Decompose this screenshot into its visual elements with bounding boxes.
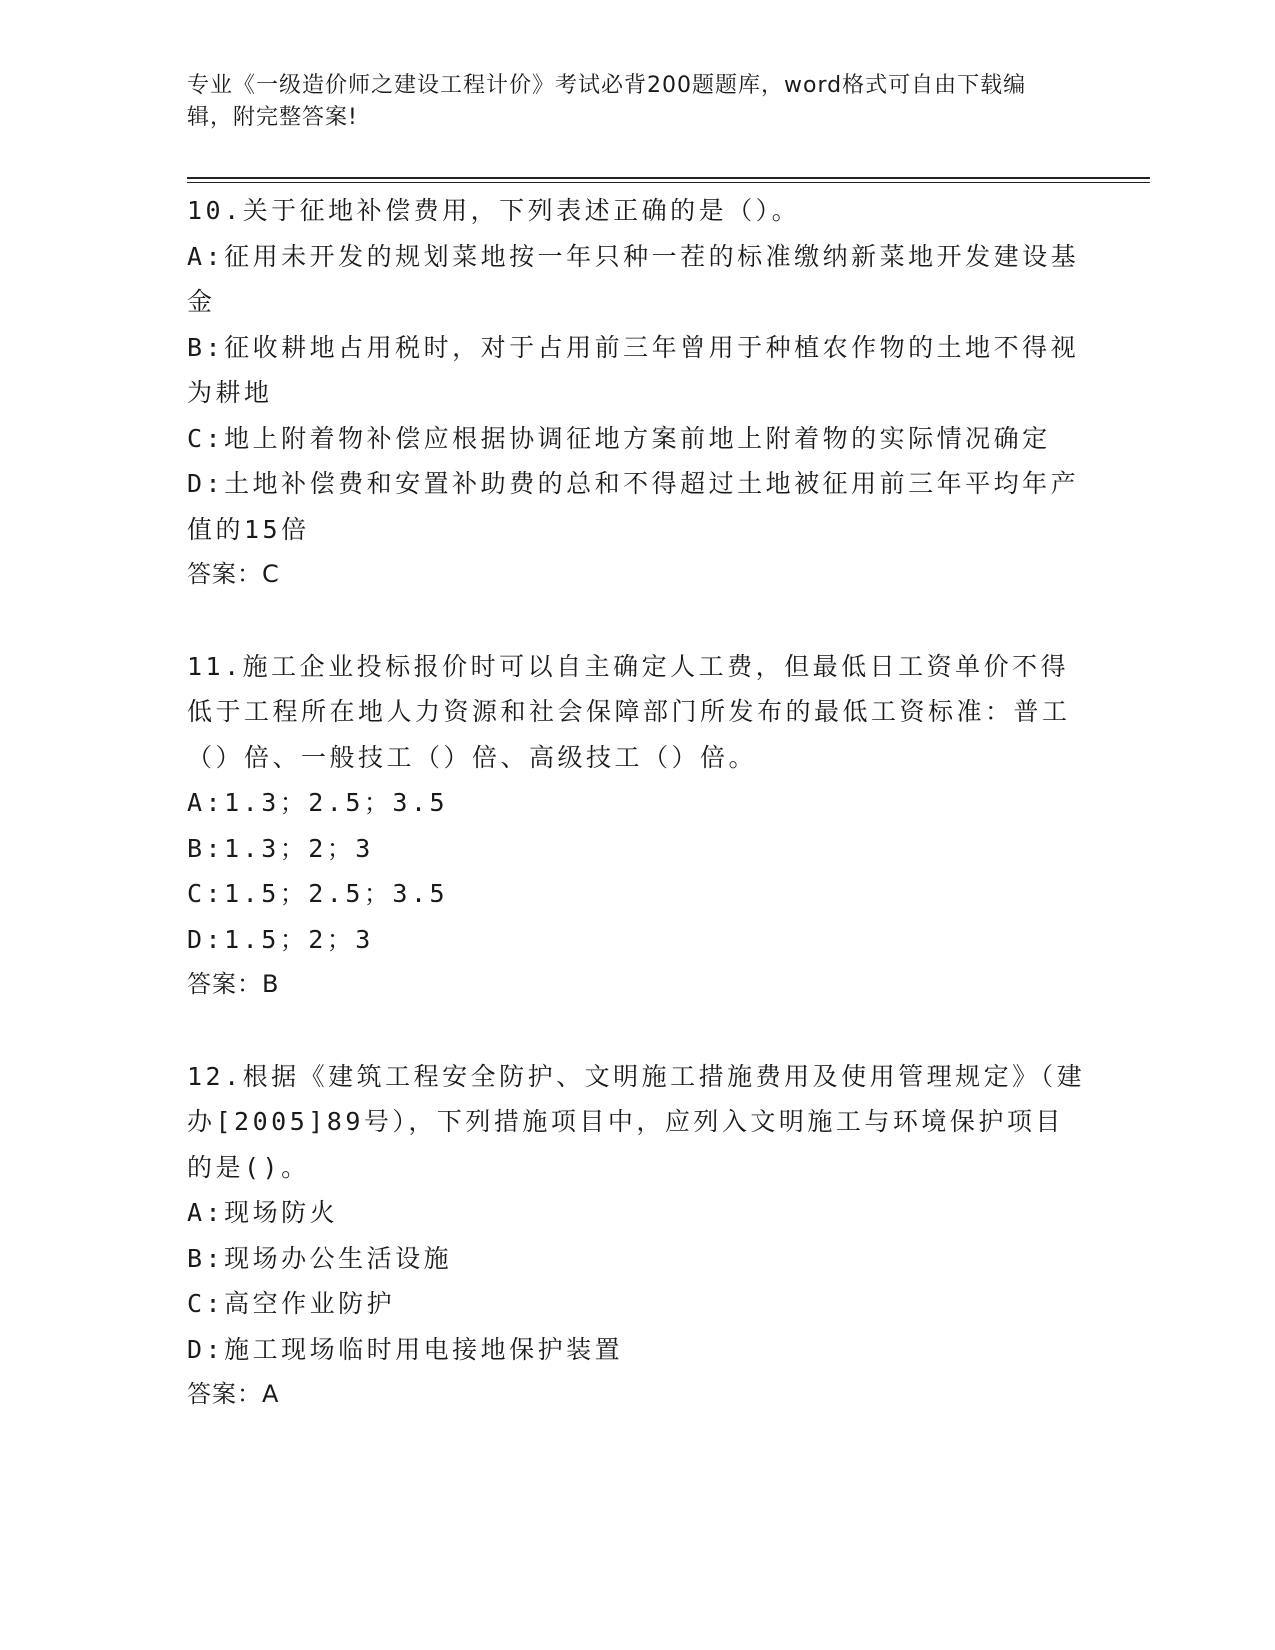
option-c: C:1.5；2.5；3.5 <box>187 879 449 908</box>
header-rule-thick <box>187 177 1150 179</box>
answer: 答案：C <box>187 560 280 588</box>
option-c: C:地上附着物补偿应根据协调征地方案前地上附着物的实际情况确定 <box>187 423 1051 453</box>
question-stem: 12.根据《建筑工程安全防护、文明施工措施费用及使用管理规定》（建办[2005]89号），下列措施项目中，应列入文明施工与环境保护项目的是()。 <box>187 1061 1086 1182</box>
question-list <box>187 188 1087 1464</box>
question-12 <box>187 1054 1087 1418</box>
option-b: B:现场办公生活设施 <box>187 1243 453 1273</box>
document-header: 专业《一级造价师之建设工程计价》考试必背200题题库，word格式可自由下载编辑，附完整答案! <box>187 73 1027 130</box>
answer: 答案：B <box>187 970 280 998</box>
option-c: C:高空作业防护 <box>187 1289 396 1318</box>
question-11 <box>187 644 1087 1008</box>
question-10 <box>187 188 1087 598</box>
option-b: B:1.3；2；3 <box>187 833 374 863</box>
question-stem: 11.施工企业投标报价时可以自主确定人工费，但最低日工资单价不得低于工程所在地人力资源和社会保障部门所发布的最低工资标准：普工（）倍、一般技工（）倍、高级技工（）倍。 <box>187 651 1071 772</box>
header-rule-thin <box>187 182 1150 183</box>
option-d: D:1.5；2；3 <box>187 924 374 954</box>
option-a: A:1.3；2.5；3.5 <box>187 788 449 817</box>
option-a: A:现场防火 <box>187 1198 339 1227</box>
option-d: D:施工现场临时用电接地保护装置 <box>187 1334 624 1364</box>
option-d: D:土地补偿费和安置补助费的总和不得超过土地被征用前三年平均年产值的15倍 <box>187 469 1080 544</box>
option-b: B:征收耕地占用税时，对于占用前三年曾用于种植农作物的土地不得视为耕地 <box>187 332 1080 407</box>
answer: 答案：A <box>187 1380 280 1408</box>
question-stem: 10.关于征地补偿费用，下列表述正确的是（）。 <box>187 196 801 225</box>
option-a: A:征用未开发的规划菜地按一年只种一茬的标准缴纳新菜地开发建设基金 <box>187 241 1080 316</box>
